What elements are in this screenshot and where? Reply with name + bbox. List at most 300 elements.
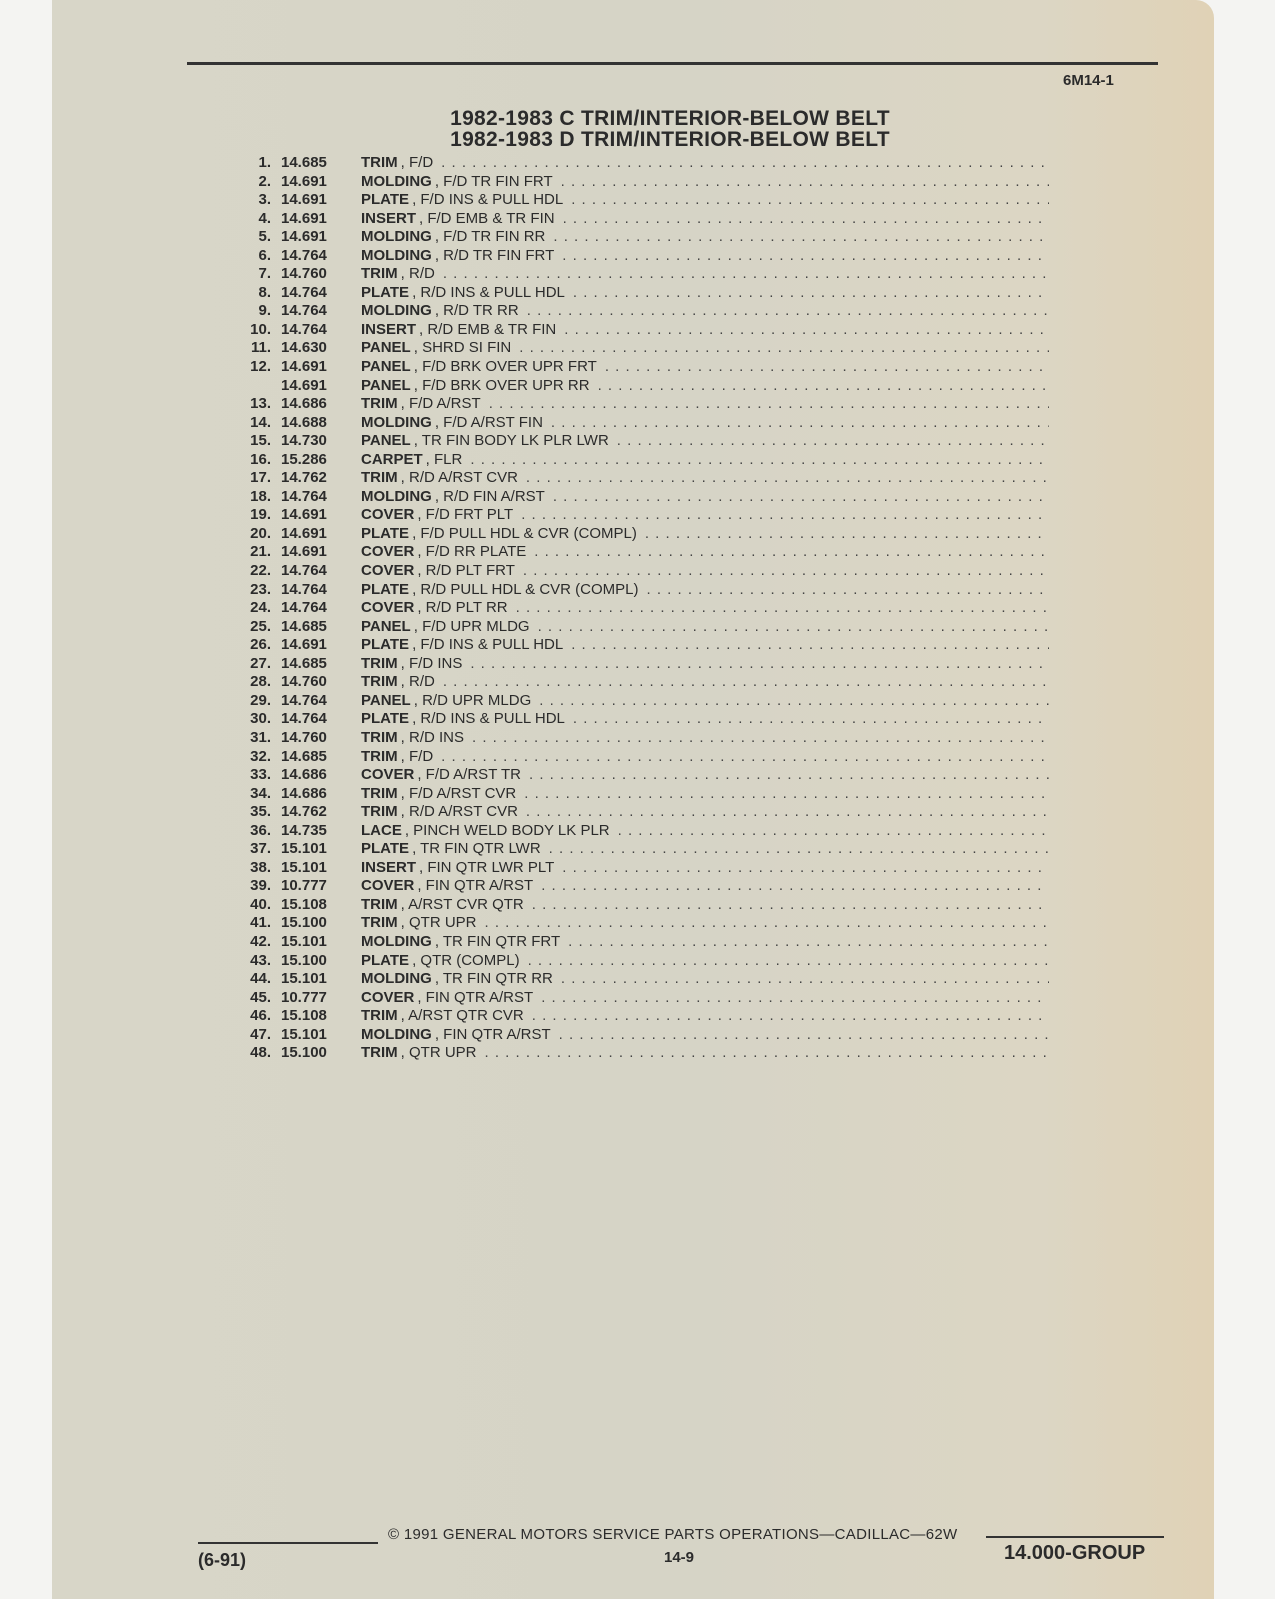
group-number: 14.691 — [281, 209, 327, 227]
part-name: PANEL — [361, 432, 411, 450]
dot-leader — [462, 451, 1049, 468]
part-description — [353, 1007, 1049, 1024]
group-number: 15.101 — [281, 840, 327, 858]
part-detail: , R/D PLT FRT — [417, 562, 515, 580]
part-row — [237, 247, 1049, 266]
part-description — [353, 414, 1049, 431]
part-name: PLATE — [361, 840, 410, 858]
part-row — [237, 914, 1049, 933]
part-detail: , R/D UPR MLDG — [413, 691, 532, 709]
part-row — [237, 766, 1049, 785]
part-detail: , R/D — [400, 265, 435, 283]
group-number: 14.760 — [281, 673, 327, 691]
group-number: 14.764 — [281, 599, 327, 617]
part-detail: , F/D RR PLATE — [417, 543, 527, 561]
part-detail: , QTR UPR — [400, 914, 477, 932]
group-number: 14.735 — [281, 821, 327, 839]
item-number: 13. — [250, 395, 271, 413]
part-description — [353, 339, 1049, 356]
part-detail: , PINCH WELD BODY LK PLR — [404, 821, 610, 839]
part-row — [237, 933, 1049, 952]
part-description — [353, 451, 1049, 468]
part-description — [353, 673, 1049, 690]
title-line: 1982-1983 D TRIM/INTERIOR-BELOW BELT — [450, 128, 890, 151]
part-detail: , R/D INS & PULL HDL — [412, 283, 565, 301]
group-number: 14.685 — [281, 747, 327, 765]
part-name: PLATE — [361, 636, 410, 654]
dot-leader — [477, 914, 1049, 931]
group-number: 14.764 — [281, 302, 327, 320]
part-description — [353, 933, 1049, 950]
part-description — [353, 265, 1049, 282]
part-detail: , F/D FRT PLT — [417, 506, 514, 524]
item-number: 21. — [250, 543, 271, 561]
dot-leader — [524, 896, 1049, 913]
part-row — [237, 210, 1049, 229]
part-detail: , TR FIN QTR FRT — [434, 932, 561, 950]
part-description — [353, 562, 1049, 579]
part-description — [353, 173, 1049, 190]
part-detail: , FIN QTR A/RST — [417, 877, 534, 895]
group-number: 14.762 — [281, 469, 327, 487]
dot-leader — [553, 173, 1049, 190]
part-description — [353, 247, 1049, 264]
group-number: 14.691 — [281, 506, 327, 524]
part-row — [237, 729, 1049, 748]
group-number: 14.760 — [281, 728, 327, 746]
dot-leader — [565, 284, 1049, 301]
part-name: PLATE — [361, 191, 410, 209]
dot-leader — [477, 1044, 1049, 1061]
group-number: 14.686 — [281, 766, 327, 784]
dot-leader — [565, 710, 1049, 727]
part-name: TRIM — [361, 654, 398, 672]
group-number: 10.777 — [281, 877, 327, 895]
part-row — [237, 785, 1049, 804]
part-row — [237, 377, 1049, 396]
part-detail: , FIN QTR A/RST — [417, 988, 534, 1006]
dot-leader — [533, 989, 1049, 1006]
part-name: TRIM — [361, 673, 398, 691]
group-number: 14.764 — [281, 283, 327, 301]
item-number: 41. — [250, 914, 271, 932]
part-name: TRIM — [361, 784, 398, 802]
part-row — [237, 952, 1049, 971]
part-row — [237, 581, 1049, 600]
part-description — [353, 321, 1049, 338]
group-number: 15.100 — [281, 951, 327, 969]
part-row — [237, 989, 1049, 1008]
part-detail: , F/D A/RST FIN — [434, 413, 543, 431]
part-row — [237, 154, 1049, 173]
part-row — [237, 302, 1049, 321]
footer-rule — [986, 1536, 1164, 1538]
page-code: 6M14-1 — [1063, 72, 1114, 89]
date-code: (6-91) — [198, 1550, 247, 1570]
item-number: 4. — [258, 209, 271, 227]
part-name: PANEL — [361, 358, 411, 376]
dot-leader — [531, 692, 1049, 709]
item-number: 14. — [250, 413, 271, 431]
part-name: COVER — [361, 988, 415, 1006]
part-name: PANEL — [361, 376, 411, 394]
dot-leader — [433, 748, 1049, 765]
dot-leader — [508, 599, 1049, 616]
part-description — [353, 618, 1049, 635]
part-row — [237, 673, 1049, 692]
part-detail: , TR FIN QTR LWR — [412, 840, 541, 858]
part-name: INSERT — [361, 209, 417, 227]
part-name: PLATE — [361, 580, 410, 598]
dot-leader — [518, 803, 1049, 820]
part-name: MOLDING — [361, 932, 432, 950]
dot-leader — [590, 377, 1049, 394]
group-number: 14.685 — [281, 617, 327, 635]
part-description — [353, 766, 1049, 783]
group-number: 14.730 — [281, 432, 327, 450]
part-name: COVER — [361, 506, 415, 524]
part-row — [237, 432, 1049, 451]
item-number: 17. — [250, 469, 271, 487]
part-row — [237, 1044, 1049, 1063]
part-name: TRIM — [361, 747, 398, 765]
part-detail: , R/D INS & PULL HDL — [412, 710, 565, 728]
group-number: 14.691 — [281, 524, 327, 542]
part-description — [353, 599, 1049, 616]
part-description — [353, 154, 1049, 171]
part-name: MOLDING — [361, 246, 432, 264]
group-number: 15.100 — [281, 1044, 327, 1062]
group-number: 15.101 — [281, 970, 327, 988]
dot-leader — [521, 766, 1049, 783]
group-number: 14.691 — [281, 172, 327, 190]
part-description — [353, 581, 1049, 598]
part-name: MOLDING — [361, 413, 432, 431]
footer-rule — [198, 1542, 378, 1544]
item-number: 47. — [250, 1025, 271, 1043]
dot-leader — [526, 543, 1049, 560]
copyright-notice: © 1991 GENERAL MOTORS SERVICE PARTS OPERATIONS—CADILLAC—62W — [388, 1526, 958, 1543]
part-detail: , F/D — [400, 154, 434, 171]
part-description — [353, 970, 1049, 987]
group-number: 14.630 — [281, 339, 327, 357]
item-number: 2. — [258, 172, 271, 190]
dot-leader — [524, 1007, 1049, 1024]
group-number: 15.101 — [281, 1025, 327, 1043]
part-description — [353, 859, 1049, 876]
item-number: 19. — [250, 506, 271, 524]
dot-leader — [563, 636, 1049, 653]
dot-leader — [530, 618, 1049, 635]
page-number: 14-9 — [664, 1549, 695, 1566]
item-number: 44. — [250, 970, 271, 988]
part-description — [353, 228, 1049, 245]
group-number: 15.286 — [281, 450, 327, 468]
part-description — [353, 210, 1049, 227]
group-number: 10.777 — [281, 988, 327, 1006]
item-number: 10. — [250, 320, 271, 338]
part-name: PLATE — [361, 524, 410, 542]
item-number: 36. — [250, 821, 271, 839]
part-description — [353, 543, 1049, 560]
item-number: 11. — [250, 339, 271, 357]
dot-leader — [563, 191, 1049, 208]
part-name: PLATE — [361, 283, 410, 301]
part-description — [353, 914, 1049, 931]
part-detail: , TR FIN QTR RR — [434, 970, 553, 988]
part-description — [353, 822, 1049, 839]
dot-leader — [545, 228, 1049, 245]
group-number: 14.764 — [281, 562, 327, 580]
title-line: 1982-1983 C TRIM/INTERIOR-BELOW BELT — [450, 107, 890, 130]
part-description — [353, 284, 1049, 301]
part-detail: , QTR UPR — [400, 1044, 477, 1062]
part-detail: , FIN QTR A/RST — [434, 1025, 551, 1043]
part-detail: , F/D UPR MLDG — [413, 617, 530, 635]
part-name: INSERT — [361, 858, 417, 876]
dot-leader — [520, 952, 1049, 969]
group-number: 14.764 — [281, 487, 327, 505]
part-description — [353, 432, 1049, 449]
part-description — [353, 1044, 1049, 1061]
dot-leader — [462, 655, 1049, 672]
dot-leader — [543, 414, 1049, 431]
dot-leader — [554, 247, 1049, 264]
part-name: CARPET — [361, 450, 423, 468]
part-row — [237, 655, 1049, 674]
part-row — [237, 414, 1049, 433]
part-name: LACE — [361, 821, 402, 839]
dot-leader — [560, 933, 1049, 950]
dot-leader — [435, 673, 1049, 690]
item-number: 15. — [250, 432, 271, 450]
part-row — [237, 692, 1049, 711]
parts-list — [237, 154, 1049, 1063]
part-description — [353, 748, 1049, 765]
item-number: 43. — [250, 951, 271, 969]
part-description — [353, 877, 1049, 894]
item-number: 37. — [250, 840, 271, 858]
part-name: MOLDING — [361, 172, 432, 190]
part-row — [237, 191, 1049, 210]
item-number: 42. — [250, 932, 271, 950]
part-name: TRIM — [361, 154, 398, 171]
part-description — [353, 395, 1049, 412]
part-name: COVER — [361, 599, 415, 617]
item-number: 22. — [250, 562, 271, 580]
part-description — [353, 840, 1049, 857]
dot-leader — [610, 822, 1049, 839]
item-number: 46. — [250, 1007, 271, 1025]
part-row — [237, 877, 1049, 896]
part-detail: , F/D INS & PULL HDL — [412, 191, 564, 209]
item-number: 26. — [250, 636, 271, 654]
group-number: 14.685 — [281, 154, 327, 171]
item-number: 25. — [250, 617, 271, 635]
part-detail: , FLR — [425, 450, 463, 468]
part-description — [353, 302, 1049, 319]
dot-leader — [545, 488, 1049, 505]
dot-leader — [609, 432, 1049, 449]
part-detail: , R/D A/RST CVR — [400, 469, 518, 487]
group-number: 14.691 — [281, 636, 327, 654]
dot-leader — [435, 265, 1049, 282]
part-detail: , F/D INS — [400, 654, 463, 672]
part-description — [353, 525, 1049, 542]
item-number: 39. — [250, 877, 271, 895]
part-row — [237, 636, 1049, 655]
part-row — [237, 525, 1049, 544]
group-number: 15.108 — [281, 1007, 327, 1025]
item-number: 24. — [250, 599, 271, 617]
item-number: 27. — [250, 654, 271, 672]
item-number: 23. — [250, 580, 271, 598]
part-detail: , F/D TR FIN RR — [434, 228, 546, 246]
part-row — [237, 469, 1049, 488]
dot-leader — [464, 729, 1049, 746]
item-number: 40. — [250, 895, 271, 913]
part-name: PANEL — [361, 691, 411, 709]
part-detail: , R/D TR RR — [434, 302, 519, 320]
part-name: MOLDING — [361, 302, 432, 320]
part-row — [237, 1007, 1049, 1026]
dot-leader — [518, 469, 1049, 486]
dot-leader — [637, 525, 1049, 542]
part-name: TRIM — [361, 265, 398, 283]
part-description — [353, 710, 1049, 727]
dot-leader — [516, 785, 1049, 802]
part-name: MOLDING — [361, 228, 432, 246]
item-number: 20. — [250, 524, 271, 542]
part-row — [237, 599, 1049, 618]
part-name: MOLDING — [361, 970, 432, 988]
group-number: 14.685 — [281, 654, 327, 672]
part-description — [353, 506, 1049, 523]
dot-leader — [513, 506, 1049, 523]
item-number: 8. — [258, 283, 271, 301]
part-name: MOLDING — [361, 1025, 432, 1043]
part-row — [237, 358, 1049, 377]
item-number: 16. — [250, 450, 271, 468]
group-number: 14.762 — [281, 803, 327, 821]
part-detail: , F/D A/RST CVR — [400, 784, 517, 802]
part-name: COVER — [361, 543, 415, 561]
dot-leader — [553, 970, 1049, 987]
part-description — [353, 377, 1049, 394]
part-detail: , F/D EMB & TR FIN — [419, 209, 555, 227]
part-detail: , R/D — [400, 673, 435, 691]
part-description — [353, 655, 1049, 672]
group-number: 14.764 — [281, 246, 327, 264]
dot-leader — [519, 302, 1049, 319]
dot-leader — [511, 339, 1049, 356]
part-row — [237, 543, 1049, 562]
part-name: TRIM — [361, 1007, 398, 1025]
part-row — [237, 859, 1049, 878]
group-number: 15.100 — [281, 914, 327, 932]
part-detail: , R/D INS — [400, 728, 465, 746]
item-number: 3. — [258, 191, 271, 209]
group-number: 14.686 — [281, 395, 327, 413]
group-number: 14.691 — [281, 358, 327, 376]
group-number: 14.760 — [281, 265, 327, 283]
part-description — [353, 1026, 1049, 1043]
part-row — [237, 822, 1049, 841]
dot-leader — [515, 562, 1049, 579]
part-description — [353, 952, 1049, 969]
group-number: 14.691 — [281, 376, 327, 394]
part-detail: , R/D TR FIN FRT — [434, 246, 555, 264]
group-number: 14.691 — [281, 228, 327, 246]
group-number: 14.691 — [281, 543, 327, 561]
part-detail: , A/RST QTR CVR — [400, 1007, 524, 1025]
part-row — [237, 840, 1049, 859]
group-number: 14.764 — [281, 710, 327, 728]
item-number: 18. — [250, 487, 271, 505]
part-row — [237, 562, 1049, 581]
part-row — [237, 970, 1049, 989]
item-number: 31. — [250, 728, 271, 746]
part-detail: , SHRD SI FIN — [413, 339, 512, 357]
part-description — [353, 989, 1049, 1006]
item-number: 34. — [250, 784, 271, 802]
item-number: 12. — [250, 358, 271, 376]
part-row — [237, 618, 1049, 637]
part-name: TRIM — [361, 803, 398, 821]
item-number: 48. — [250, 1044, 271, 1062]
part-row — [237, 321, 1049, 340]
part-description — [353, 729, 1049, 746]
group-number: 14.764 — [281, 320, 327, 338]
part-name: TRIM — [361, 1044, 398, 1062]
item-number: 33. — [250, 766, 271, 784]
item-number: 35. — [250, 803, 271, 821]
part-detail: , F/D TR FIN FRT — [434, 172, 553, 190]
group-number: 14.764 — [281, 691, 327, 709]
part-detail: , R/D PLT RR — [417, 599, 508, 617]
part-description — [353, 191, 1049, 208]
part-row — [237, 896, 1049, 915]
part-detail: , R/D A/RST CVR — [400, 803, 518, 821]
item-number: 6. — [258, 246, 271, 264]
part-name: PLATE — [361, 951, 410, 969]
item-number: 9. — [258, 302, 271, 320]
part-description — [353, 358, 1049, 375]
part-detail: , F/D INS & PULL HDL — [412, 636, 564, 654]
group-number: 15.101 — [281, 858, 327, 876]
group-number: 15.108 — [281, 895, 327, 913]
item-number: 28. — [250, 673, 271, 691]
part-detail: , FIN QTR LWR PLT — [419, 858, 555, 876]
part-detail: , R/D EMB & TR FIN — [419, 320, 557, 338]
part-name: TRIM — [361, 895, 398, 913]
item-number: 38. — [250, 858, 271, 876]
item-number: 5. — [258, 228, 271, 246]
part-name: TRIM — [361, 395, 398, 413]
group-number: 15.101 — [281, 932, 327, 950]
dot-leader — [533, 877, 1049, 894]
dot-leader — [555, 210, 1049, 227]
item-number: 7. — [258, 265, 271, 283]
part-detail: , F/D BRK OVER UPR RR — [413, 376, 590, 394]
item-number: 29. — [250, 691, 271, 709]
dot-leader — [639, 581, 1050, 598]
part-row — [237, 803, 1049, 822]
part-name: PANEL — [361, 339, 411, 357]
part-detail: , F/D — [400, 747, 434, 765]
page-title — [400, 108, 940, 150]
part-name: TRIM — [361, 914, 398, 932]
